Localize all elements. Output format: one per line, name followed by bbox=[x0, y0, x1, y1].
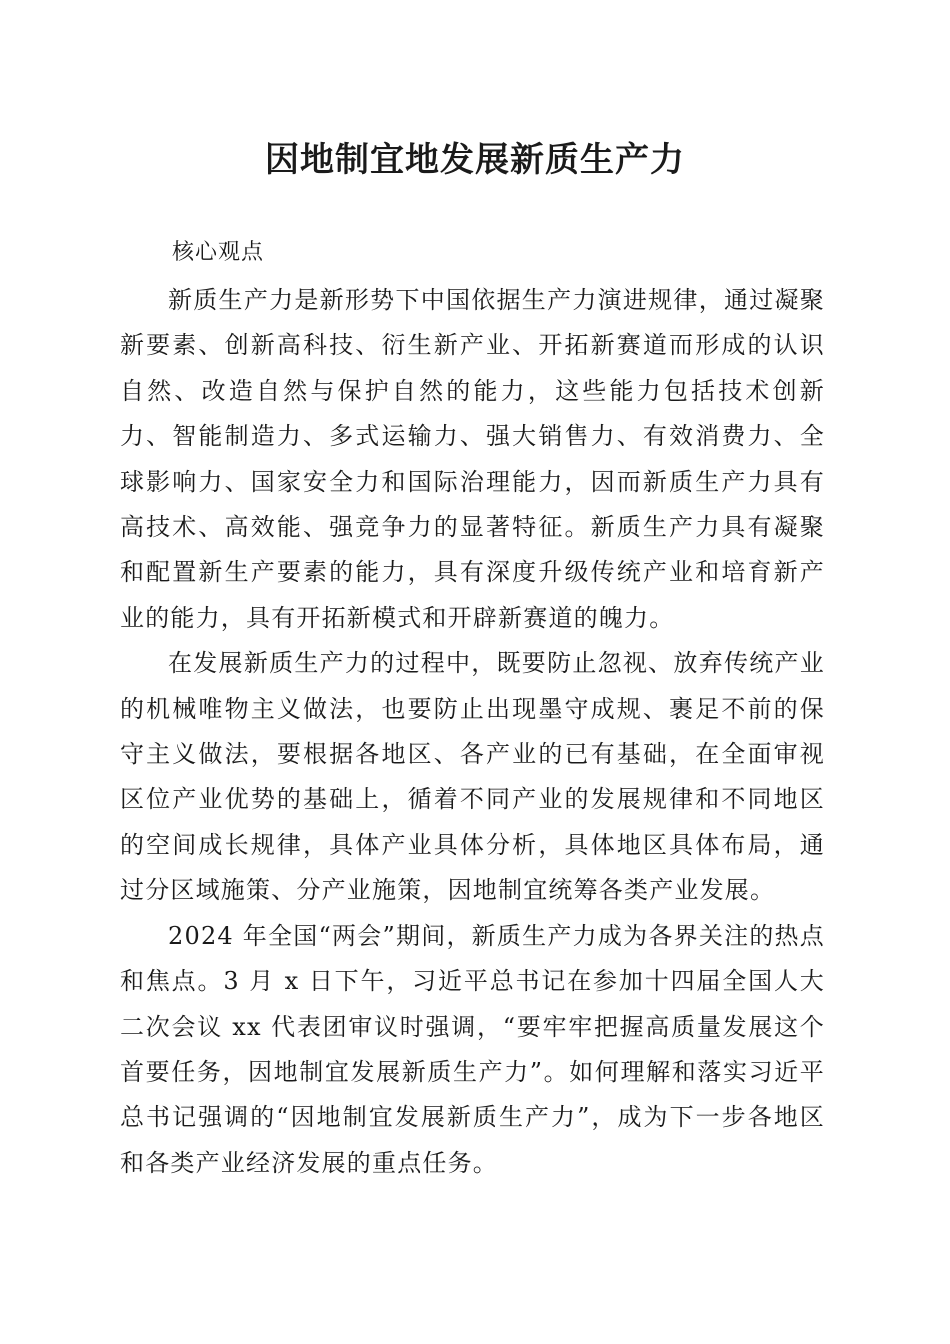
document-body bbox=[120, 230, 825, 1186]
paragraph: 新质生产力是新形势下中国依据生产力演进规律，通过凝聚新要素、创新高科技、衍生新产业、开拓新赛道而形成的认识自然、改造自然与保护自然的能力，这些能力包括技术创新力、智能制造力、多式运输力、强大销售力、有效消费力、全球影响力、国家安全力和国际治理能力，因而新质生产力具有高技术、高效能、强竞争力的显著特征。新质生产力具有凝聚和配置新生产要素的能力，具有深度升级传统产业和培育新产业的能力，具有开拓新模式和开辟新赛道的魄力。 bbox=[120, 286, 825, 632]
document-title: 因地制宜地发展新质生产力 bbox=[265, 140, 685, 180]
section-heading: 核心观点 bbox=[172, 240, 265, 265]
paragraph: 2024 年全国“两会”期间，新质生产力成为各界关注的热点和焦点。3 月 x 日下午，习近平总书记在参加十四届全国人大二次会议 xx 代表团审议时强调，“要牢牢把握高质量发展这个首要任务，因地制宜发展新质生产力”。如何理解和落实习近平总书记强调的“因地制宜发展新质生产力”，成为下一步各地区和各类产业经济发展的重点任务。 bbox=[120, 921, 825, 1177]
paragraph: 在发展新质生产力的过程中，既要防止忽视、放弃传统产业的机械唯物主义做法，也要防止出现墨守成规、裹足不前的保守主义做法，要根据各地区、各产业的已有基础，在全面审视区位产业优势的基础上，循着不同产业的发展规律和不同地区的空间成长规律，具体产业具体分析，具体地区具体布局，通过分区域施策、分产业施策，因地制宜统筹各类产业发展。 bbox=[120, 649, 825, 905]
